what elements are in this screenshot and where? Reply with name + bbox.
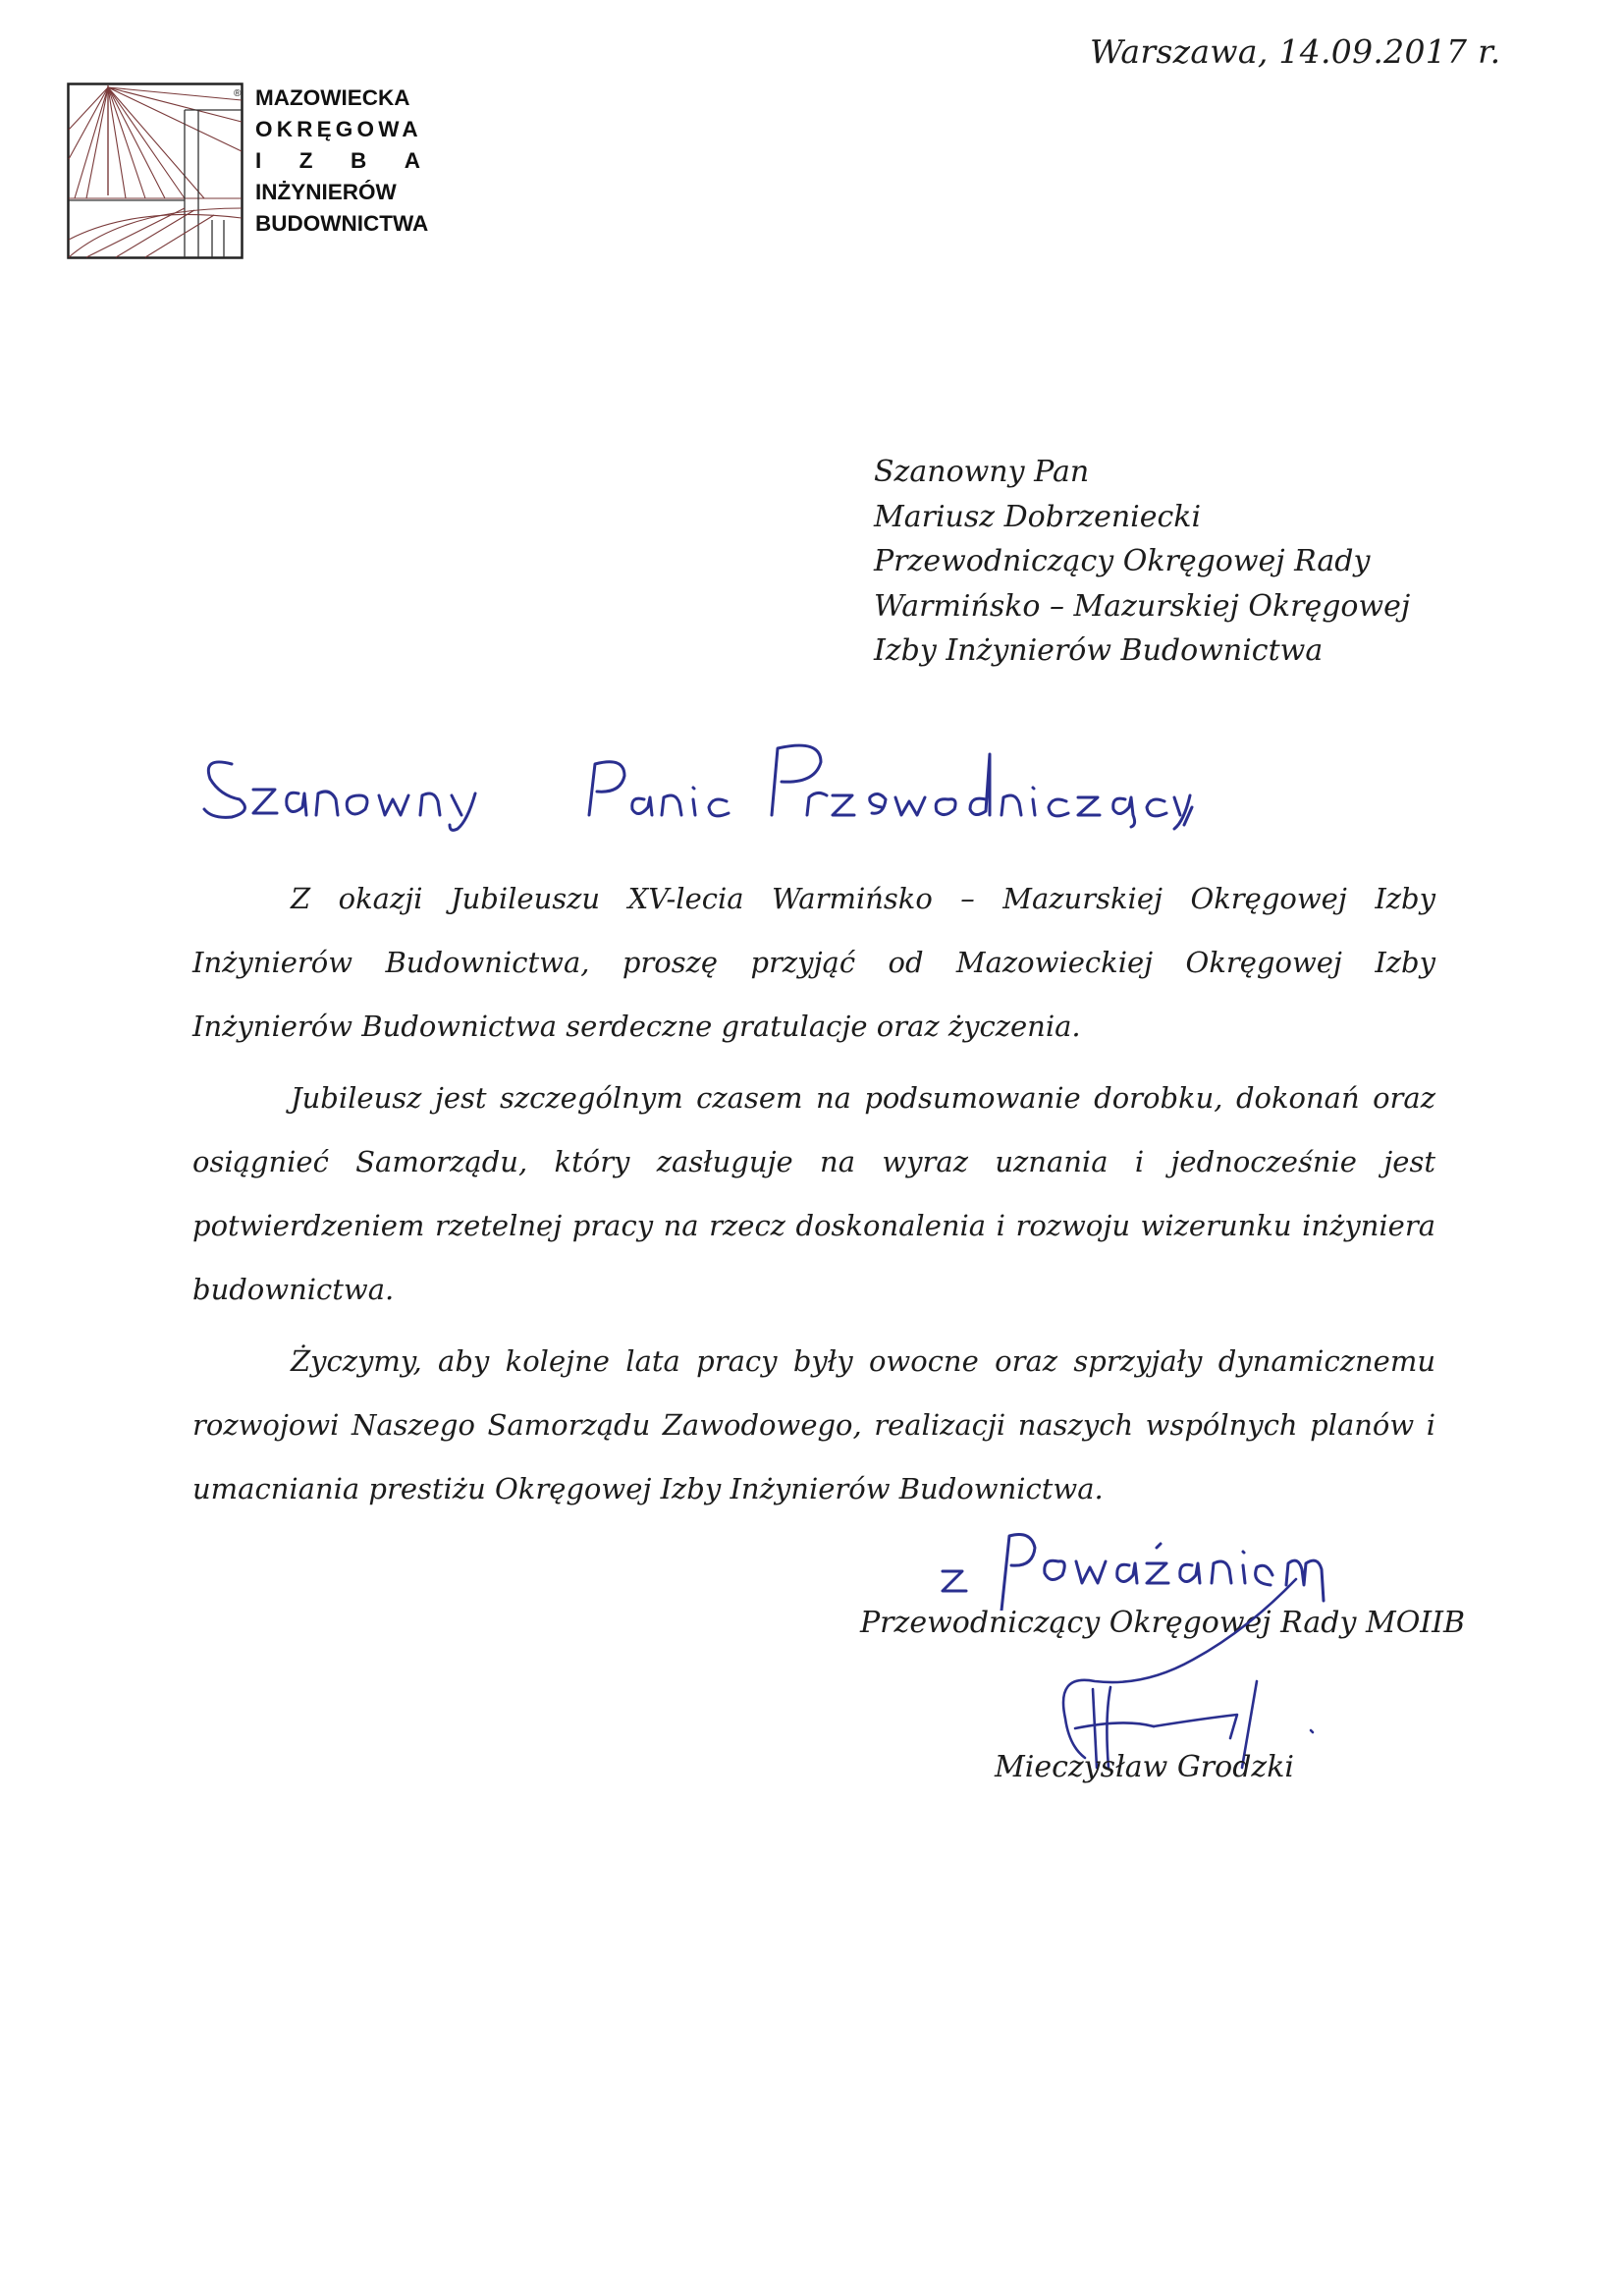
logo-letter: B [350,148,367,173]
recipient-org-line-2: Izby Inżynierów Budownictwa [874,633,1324,668]
bridge-logo-icon [67,82,243,259]
logo-letter: Z [298,148,313,173]
letter-date: Warszawa, 14.09.2017 r. [1090,32,1501,71]
recipient-name: Mariusz Dobrzeniecki [874,499,1202,534]
handwritten-greeting [192,705,1194,833]
logo-line-5: BUDOWNICTWA [255,211,429,236]
logo-line-1: MAZOWIECKA [255,85,410,110]
logo-line-4: INŻYNIERÓW [255,180,397,204]
recipient-address [874,450,1561,674]
signatory-name: Mieczysław Grodzki [995,1750,1294,1784]
body-paragraph-3: Życzymy, aby kolejne lata pracy były owocne oraz sprzyjały dynamicznemu rozwojowi Naszego Samorządu Zawodowego, realizacji naszych wspólnych planów i umacniania prestiżu Okręgowej Izby Inżynierów Budownictwa. [192,1344,1435,1505]
logo-wordmark [255,82,442,240]
letter-body [192,867,1435,1529]
handwritten-signature [1036,1571,1360,1777]
body-paragraph-1: Z okazji Jubileuszu XV-lecia Warmińsko – Mazurskiej Okręgowej Izby Inżynierów Budownictwa, proszę przyjąć od Mazowieckiej Okręgowej Izby Inżynierów Budownictwa serdeczne gratulacje oraz życzenia. [192,882,1435,1043]
logo-line-2: OKRĘGOWA [255,117,422,141]
recipient-salutation: Szanowny Pan [874,455,1090,489]
recipient-position: Przewodniczący Okręgowej Rady [874,544,1371,578]
moiib-logo [67,82,440,259]
logo-letter: I [255,148,262,173]
logo-line-3 [255,145,420,177]
registered-mark: ® [234,88,242,99]
recipient-org-line-1: Warmińsko – Mazurskiej Okręgowej [874,588,1411,624]
body-paragraph-2: Jubileusz jest szczególnym czasem na podsumowanie dorobku, dokonań oraz osiągnieć Samorządu, który zasługuje na wyraz uznania i jednocześnie jest potwierdzeniem rzetelnej pracy na rzecz doskonalenia i rozwoju wizerunku inżyniera budownictwa. [192,1081,1435,1306]
signatory-title: Przewodniczący Okręgowej Rady MOIIB [860,1606,1466,1640]
logo-letter: A [404,148,420,173]
